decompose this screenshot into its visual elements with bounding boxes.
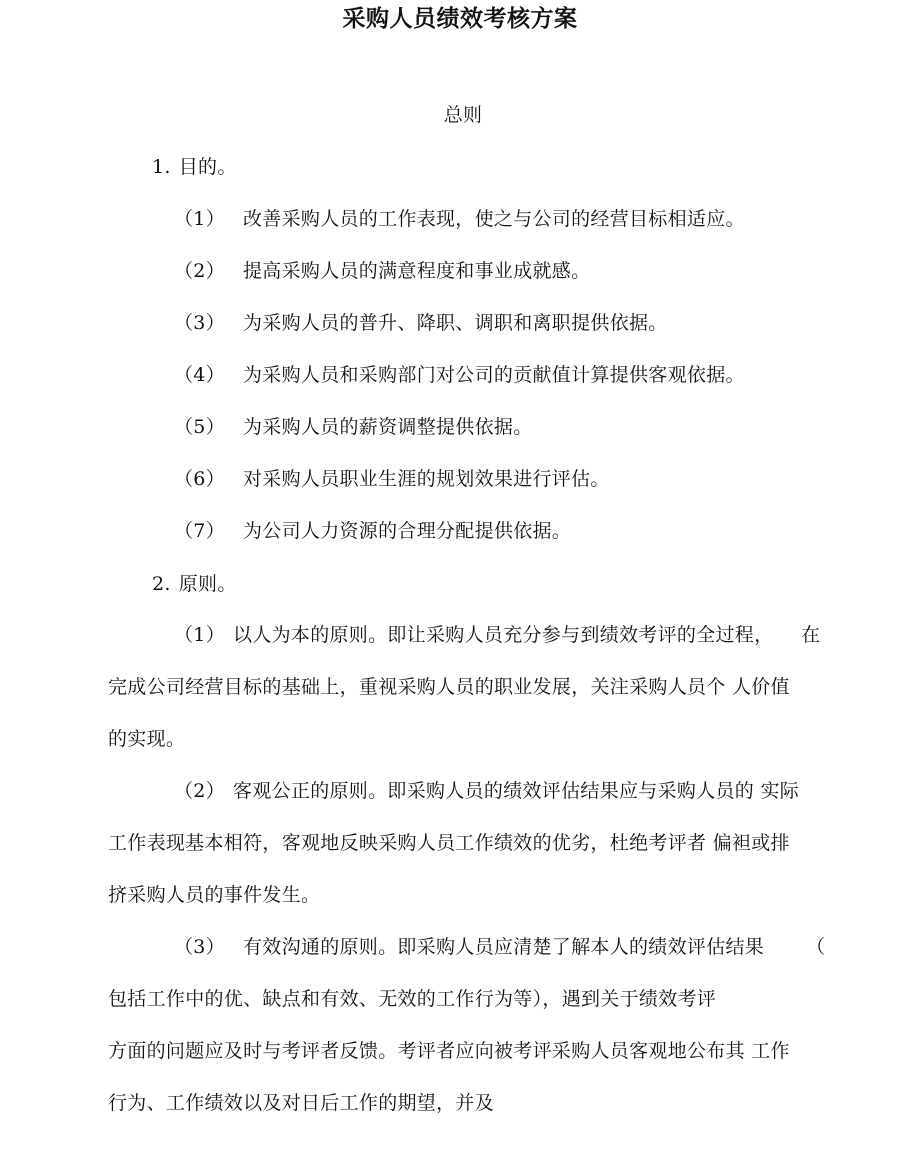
principle-2-line: 工作表现基本相符，客观地反映采购人员工作绩效的优劣，杜绝考评者 偏袒或排 (108, 832, 790, 854)
principle-1-line: 完成公司经营目标的基础上，重视采购人员的职业发展，关注采购人员个 人价值 (108, 676, 790, 698)
document-title: 采购人员绩效考核方案 (342, 6, 578, 32)
purpose-heading-number: 1. (152, 156, 171, 178)
purpose-item-number: （3） (174, 312, 225, 334)
principle-3-line: 行为、工作绩效以及对日后工作的期望，并及 (108, 1092, 495, 1114)
purpose-item-text: 对采购人员职业生涯的规划效果进行评估。 (243, 468, 610, 490)
purpose-item-text: 为公司人力资源的合理分配提供依据。 (243, 520, 572, 542)
purpose-item-number: （2） (174, 260, 225, 282)
purpose-item-text: 为采购人员和采购部门对公司的贡献值计算提供客观依据。 (243, 364, 745, 386)
purpose-item-text: 为采购人员的普升、降职、调职和离职提供依据。 (243, 312, 668, 334)
purpose-item-text: 提高采购人员的满意程度和事业成就感。 (243, 260, 591, 282)
purpose-heading-text: 目的。 (178, 156, 237, 178)
principle-2-number: （2） (174, 780, 225, 802)
purpose-item-number: （6） (174, 468, 225, 490)
principle-3-line-tail: （ (806, 936, 826, 958)
principle-3-line: 方面的问题应及时与考评者反馈。考评者应向被考评采购人员客观地公布其 工作 (108, 1040, 790, 1062)
purpose-item (174, 206, 745, 232)
purpose-item (174, 362, 745, 388)
principle-1-line: 的实现。 (108, 728, 186, 750)
principle-3-line (174, 934, 764, 960)
section-heading: 总则 (443, 104, 483, 126)
principles-heading (152, 571, 237, 597)
purpose-item (174, 310, 668, 336)
purpose-item-number: （7） (174, 520, 225, 542)
purpose-item (174, 258, 590, 284)
purpose-heading (152, 154, 237, 180)
principle-2-text: 客观公正的原则。即采购人员的绩效评估结果应与采购人员的 实际 (233, 780, 800, 802)
principles-heading-text: 原则。 (178, 573, 237, 595)
principle-1-text: 以人为本的原则。即让采购人员充分参与到绩效考评的全过程， (233, 624, 774, 646)
principle-2-line: 挤采购人员的事件发生。 (108, 884, 321, 906)
principle-3-line: 包括工作中的优、缺点和有效、无效的工作行为等），遇到关于绩效考评 (108, 988, 717, 1010)
purpose-item (174, 518, 571, 544)
principle-1-number: （1） (174, 624, 225, 646)
principle-2-line (174, 778, 799, 804)
principle-3-number: （3） (174, 936, 225, 958)
principle-1-line (174, 622, 773, 648)
principle-1-line-tail: 在 (801, 624, 821, 646)
purpose-item (174, 414, 533, 440)
principles-heading-number: 2. (152, 573, 171, 595)
principle-3-text: 有效沟通的原则。即采购人员应清楚了解本人的绩效评估结果 (243, 936, 765, 958)
purpose-item-text: 改善采购人员的工作表现，使之与公司的经营目标相适应。 (243, 208, 745, 230)
purpose-item-text: 为采购人员的薪资调整提供依据。 (243, 416, 533, 438)
purpose-item-number: （5） (174, 416, 225, 438)
purpose-item-number: （4） (174, 364, 225, 386)
purpose-item-number: （1） (174, 208, 225, 230)
purpose-item (174, 466, 610, 492)
